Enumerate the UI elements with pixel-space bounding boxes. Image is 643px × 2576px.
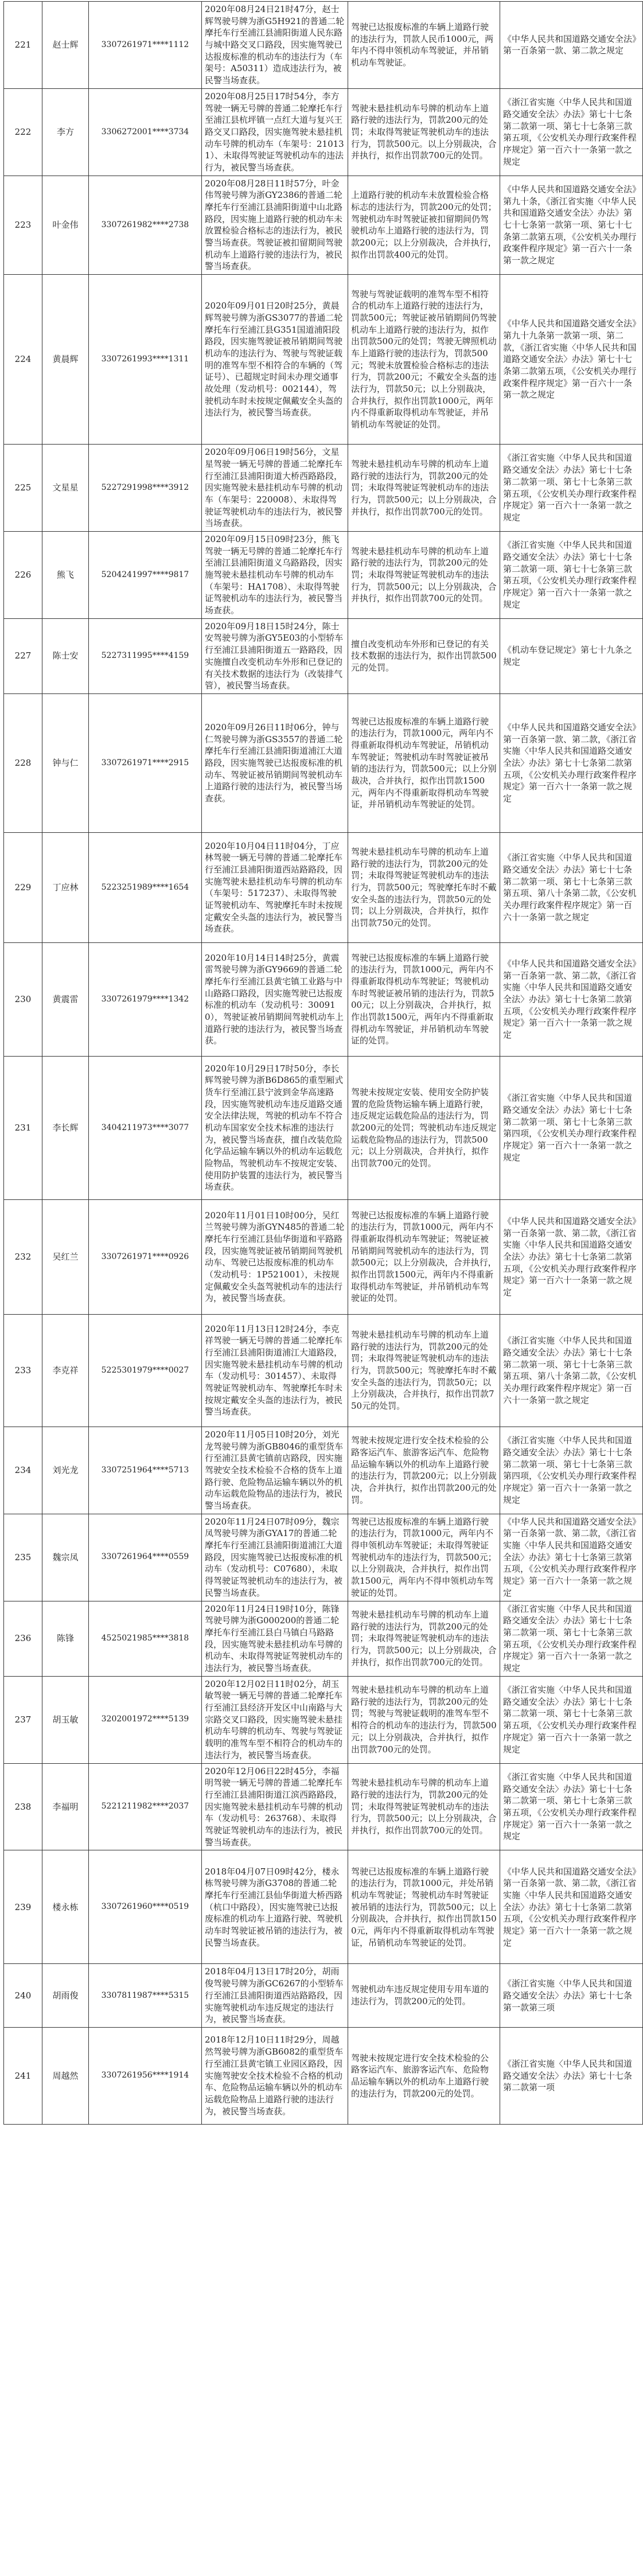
penalty-decision: 驾驶已达报废标准的车辆上道路行驶的违法行为，罚款1000元，两年内不得重新取得机动车驾驶证；驾驶机动车时驾驶证被吊销的违法行为，罚款500元；以上分别裁决，合并执行，拟作出罚款1500元，两年内不得重新取得机动车驾驶证，并吊销机动车驾驶证的处罚。 xyxy=(348,942,500,1056)
table-row xyxy=(4,1676,643,1763)
violation-facts: 2020年10月04日11时04分，丁应林驾驶一辆无号牌的普通二轮摩托车行至浦江县浦阳街道西站路路段，因实施驾驶未悬挂机动车号牌的机动车（车架号：517237）、未取得驾驶证驾驶机动车、驾驶摩托车时未按规定戴安全头盔的违法行为，被民警当场查获。 xyxy=(202,832,348,942)
person-name: 刘光龙 xyxy=(42,1427,89,1514)
legal-basis: 《中华人民共和国道路交通安全法》第九十条，《浙江省实施〈中华人民共和国道路交通安全法〉办法》第七十七条第一款第一项、第七十七条第二款第五项，《公安机关办理行政案件程序规定》第一百六十一条第一款之规定 xyxy=(500,176,643,275)
id-number: 3306272001****3734 xyxy=(89,88,202,176)
id-number: 3307251964****5713 xyxy=(89,1427,202,1514)
id-number: 3307811987****5315 xyxy=(89,1964,202,2027)
violation-facts: 2020年08月25日17时54分，李方驾驶一辆无号牌的普通二轮摩托车行至浦江县杭坪镇一点红大道与复兴王路交叉口路段，因实施驾驶未悬挂机动车号牌的机动车（车架号：210131）、未取得驾驶证驾驶机动车的违法行为，被民警当场查获。 xyxy=(202,88,348,176)
person-name: 周越然 xyxy=(42,2027,89,2124)
legal-basis: 《浙江省实施〈中华人民共和国道路交通安全法〉办法》第七十七条第二款第一项、第七十七条第三款第五项、第八十条第二款，《公安机关办理行政案件程序规定》第一百六十一条第一款之规定 xyxy=(500,832,643,942)
id-number: 3307261993****1311 xyxy=(89,275,202,445)
penalty-decision: 驾驶未悬挂机动车号牌的机动车上道路行驶的违法行为，罚款200元的处罚；未取得驾驶证驾驶机动车的违法行为，罚款500元。以上分别裁决，合并执行，拟作出罚款700元的处罚。 xyxy=(348,88,500,176)
penalty-decision: 驾驶未悬挂机动车号牌的机动车上道路行驶的违法行为，罚款200元的处罚；未取得驾驶证驾驶机动车的违法行为，罚款500元；以上分别裁决，合并执行，拟作出罚款700元的处罚。 xyxy=(348,1763,500,1850)
id-number: 3202001972****5139 xyxy=(89,1676,202,1763)
penalty-decision: 驾驶未悬挂机动车号牌的机动车上道路行驶的违法行为，罚款200元的处罚；驾驶与驾驶证载明的准驾车型不相符合的机动车的违法行为，罚款500元；以上分别裁决，合并执行，拟作出罚款700元的处罚。 xyxy=(348,1676,500,1763)
legal-basis: 《浙江省实施〈中华人民共和国道路交通安全法〉办法》第七十七条第二款第一项、第七十七条第三款第四项，《公安机关办理行政案件程序规定》第一百六十一条第一款之规定 xyxy=(500,1056,643,1199)
violation-facts: 2020年11月24日07时09分，魏宗凤驾驶号牌为浙GYA17的普通二轮摩托车行至浦江县浦阳街道浦江大道路段，因实施驾驶已达报废标准的机动车（发动机号：C07680），未取得驾驶证驾驶机动车的违法行为，被民警当场查获。 xyxy=(202,1514,348,1601)
legal-basis: 《机动车登记规定》第七十九条之规定 xyxy=(500,618,643,693)
row-number: 226 xyxy=(4,531,42,618)
row-number: 234 xyxy=(4,1427,42,1514)
legal-basis: 《浙江省实施〈中华人民共和国道路交通安全法〉办法》第七十七条第二款第一项、第七十七条第三款第五项，《公安机关办理行政案件程序规定》第一百六十一条第一款之规定 xyxy=(500,531,643,618)
penalty-decision: 驾驶机动车违反规定使用专用车道的违法行为，罚款200元的处罚。 xyxy=(348,1964,500,2027)
person-name: 胡玉敏 xyxy=(42,1676,89,1763)
violation-facts: 2018年04月13日17时20分，胡雨俊驾驶号牌为浙GC6267的小型轿车行至浦江县浦阳街道西站路路段，因实施驾驶机动车违反规定的违法行为，被民警当场查获。 xyxy=(202,1964,348,2027)
violation-facts: 2020年09月18日15时24分，陈士安驾驶号牌为浙GY5E03的小型轿车行至浦江县浦阳街道五一路路段，因实施擅自改变机动车外形和已登记的有关技术数据的违法行为（改装排气管），被民警当场查获。 xyxy=(202,618,348,693)
person-name: 李福明 xyxy=(42,1763,89,1850)
row-number: 230 xyxy=(4,942,42,1056)
legal-basis: 《浙江省实施〈中华人民共和国道路交通安全法〉办法》第七十七条第一款第三项 xyxy=(500,1964,643,2027)
violation-facts: 2020年10月29日17时50分，李长辉驾驶号牌为浙B6D865的重型厢式货车行至浦江县宁波到金华高速路段，因实施驾驶机动车违反道路交通安全法律法规，驾驶的机动车不符合机动车国家安全技术标准的违法行为，被民警当场查获，擅自改装危险化学品运输车辆以外的机动车运载危险物品，驾驶机动车不按规定安装、使用防护装置的违法行为，被民警当场查获。 xyxy=(202,1056,348,1199)
person-name: 吴红兰 xyxy=(42,1199,89,1314)
legal-basis: 《中华人民共和国道路交通安全法》第一百条第一款、第二款，《浙江省实施〈中华人民共和国道路交通安全法〉办法》第七十七条第二款第五项，《公安机关办理行政案件程序规定》第一百六十一条第一款之规定 xyxy=(500,693,643,832)
row-number: 232 xyxy=(4,1199,42,1314)
id-number: 4525021985****3818 xyxy=(89,1601,202,1676)
id-number: 5221211982****2037 xyxy=(89,1763,202,1850)
id-number: 5223251989****1654 xyxy=(89,832,202,942)
id-number: 5204241997****9817 xyxy=(89,531,202,618)
id-number: 5225301979****0027 xyxy=(89,1314,202,1427)
person-name: 陈士安 xyxy=(42,618,89,693)
table-row xyxy=(4,2,643,89)
penalty-table-body xyxy=(4,2,643,2125)
table-row xyxy=(4,942,643,1056)
person-name: 黄震雷 xyxy=(42,942,89,1056)
legal-basis: 《浙江省实施〈中华人民共和国道路交通安全法〉办法》第七十七条第二款第一项、第七十七条第三款第五项、第八十条第二款，《公安机关办理行政案件程序规定》第一百六十一条第一款之规定 xyxy=(500,1314,643,1427)
row-number: 229 xyxy=(4,832,42,942)
id-number: 3307261971****2915 xyxy=(89,693,202,832)
person-name: 叶金伟 xyxy=(42,176,89,275)
violation-facts: 2020年10月14日14时25分，黄震雷驾驶号牌为浙GY9669的普通二轮摩托车行至浦江县黄宅镇工业路与中山路路口路段，因实施驾驶已达报废标准的机动车（发动机号：300910），驾驶证被吊销期间驾驶机动车上道路行驶的违法行为，被民警当场查获。 xyxy=(202,942,348,1056)
violation-facts: 2020年12月02日11时02分，胡玉敏驾驶一辆无号牌的普通二轮摩托车行至浦江县经济开发区中山南路与大宗路交叉口路段，因实施驾驶未悬挂机动车号牌的机动车、驾驶与驾驶证载明的准驾车型不相符合的机动车的违法行为，被民警当场查获。 xyxy=(202,1676,348,1763)
penalty-decision: 驾驶已达报废标准的车辆上道路行驶的违法行为，罚款1000元，两年内不得重新取得机动车驾驶证；驾驶证被吊销期间驾驶机动车的违法行为，罚款500元；以上分别裁决，合并执行，拟作出罚款1500元，两年内不得重新取得机动车驾驶证，并吊销机动车驾驶证的处罚。 xyxy=(348,1199,500,1314)
violation-facts: 2020年11月01日10时00分，吴红兰驾驶号牌为浙GYN485的普通二轮摩托车行至浦江县仙华街道和平路路段，因实施驾驶证被吊销期间驾驶机动车、驾驶已达报废标准的机动车（发动机号：1P521001），未按规定佩戴安全头盔驾驶机动车的违法行为，被民警当场查获。 xyxy=(202,1199,348,1314)
legal-basis: 《中华人民共和国道路交通安全法》第一百条第一款、第二款之规定 xyxy=(500,2,643,89)
table-row xyxy=(4,618,643,693)
penalty-decision: 驾驶未悬挂机动车号牌的机动车上道路行驶的违法行为，罚款200元的处罚；未取得驾驶证驾驶机动车的违法行为，罚款500元；以上分别裁决，合并执行，拟作出罚款700元的处罚。 xyxy=(348,531,500,618)
violation-facts: 2020年12月06日22时45分，李福明驾驶一辆无号牌的普通二轮摩托车行至浦江县浦阳街道江滨西路路段，因实施驾驶未悬挂机动车号牌的机动车（发动机号：263768）、未取得驾驶证驾驶机动车的违法行为，被民警当场查获。 xyxy=(202,1763,348,1850)
row-number: 235 xyxy=(4,1514,42,1601)
table-row xyxy=(4,693,643,832)
table-row xyxy=(4,1850,643,1964)
legal-basis: 《浙江省实施〈中华人民共和国道路交通安全法〉办法》第七十七条第二款第一项、第七十七条第三款第五项，《公安机关办理行政案件程序规定》第一百六十一条第一款之规定 xyxy=(500,1601,643,1676)
penalty-decision: 驾驶已达报废标准的车辆上道路行驶的违法行为，罚款人民币1000元，两年内不得申领机动车驾驶证，并吊销机动车驾驶证。 xyxy=(348,2,500,89)
row-number: 227 xyxy=(4,618,42,693)
row-number: 233 xyxy=(4,1314,42,1427)
violation-facts: 2018年04月07日09时42分，楼永栋驾驶号牌为浙G3708的普通二轮摩托车行至浦江县仙华街道大桥西路（杭口中路段），因实施驾驶已达报废标准的机动车上道路行驶、驾驶机动车时驾驶证被吊销的违法行为，被民警当场查获。 xyxy=(202,1850,348,1964)
violation-facts: 2020年09月01日20时25分，黄晨辉驾驶号牌为浙GS3077的普通二轮摩托车行至浦江县G351国道浦阳段路段，因实施驾驶证被吊销期间驾驶机动车的违法行为、驾驶与驾驶证载明的准驾车型不相符合的车辆的（驾证号）、已超规定时间未办理交通事故处理（发动机号：002144），驾驶机动车时未按规定佩戴安全头盔的违法行为，被民警当场查获。 xyxy=(202,275,348,445)
table-row xyxy=(4,88,643,176)
id-number: 3307261971****1112 xyxy=(89,2,202,89)
violation-facts: 2020年09月06日19时56分，文星星驾驶一辆无号牌的普通二轮摩托车行至浦江县浦阳街道大桥西路路段，因实施驾驶未悬挂机动车号牌的机动车（车架号：220008）、未取得驾驶证驾驶机动车的违法行为，被民警当场查获。 xyxy=(202,445,348,532)
row-number: 224 xyxy=(4,275,42,445)
table-row xyxy=(4,1056,643,1199)
violation-facts: 2020年11月24日19时10分，陈锋驾驶号牌为浙G000200的普通二轮摩托车行至浦江县白马镇白马路路段，因实施驾驶未悬挂机动车号牌的机动车、未取得驾驶证驾驶机动车的违法行为，被民警当场查获。 xyxy=(202,1601,348,1676)
row-number: 239 xyxy=(4,1850,42,1964)
id-number: 5227311995****4159 xyxy=(89,618,202,693)
row-number: 240 xyxy=(4,1964,42,2027)
row-number: 223 xyxy=(4,176,42,275)
table-row xyxy=(4,832,643,942)
legal-basis: 《浙江省实施〈中华人民共和国道路交通安全法〉办法》第七十七条第二款第一项 xyxy=(500,2027,643,2124)
person-name: 李方 xyxy=(42,88,89,176)
id-number: 3307261960****0519 xyxy=(89,1850,202,1964)
person-name: 文星星 xyxy=(42,445,89,532)
legal-basis: 《浙江省实施〈中华人民共和国道路交通安全法〉办法》第七十七条第二款第一项、第七十七条第三款第五项，《公安机关办理行政案件程序规定》第一百六十一条第一款之规定 xyxy=(500,445,643,532)
penalty-decision: 驾驶未悬挂机动车号牌的机动车上道路行驶的违法行为，罚款200元的处罚；未取得驾驶证驾驶机动车的违法行为，罚款500元；驾驶摩托车时不戴安全头盔的违法行为，罚款50元的处罚；以上分别裁决，合并执行，拟作出罚款750元的处罚。 xyxy=(348,832,500,942)
legal-basis: 《浙江省实施〈中华人民共和国道路交通安全法〉办法》第七十七条第二款第一项、第七十七条第三款第五项，《公安机关办理行政案件程序规定》第一百六十一条第一款之规定 xyxy=(500,1763,643,1850)
penalty-decision: 驾驶已达报废标准的车辆上道路行驶的违法行为，罚款1000元，并处吊销机动车驾驶证；驾驶机动车时驾驶证被吊销的违法行为，罚款500元；以上分别裁决，合并执行，拟作出罚款1500元，两年内不得重新取得机动车驾驶证，吊销机动车驾驶证的处罚。 xyxy=(348,1850,500,1964)
person-name: 李长辉 xyxy=(42,1056,89,1199)
penalty-decision: 驾驶未悬挂机动车号牌的机动车上道路行驶的违法行为，罚款200元的处罚；未取得驾驶证驾驶机动车的违法行为，罚款500元；以上分别裁决，合并执行，拟作出罚款700元的处罚。 xyxy=(348,1601,500,1676)
violation-facts: 2020年11月05日10时20分，刘光龙驾驶号牌为浙GB8046的重型货车行至浦江县黄宅镇前店路段，因实施驾驶安全技术检验不合格的货车上道路行驶、危险物品运输车辆以外的机动车运载危险物品的违法行为，被民警当场查获。 xyxy=(202,1427,348,1514)
penalty-decision: 驾驶已达报废标准的车辆上道路行驶的违法行为，罚款1000元，两年内不得重新取得机动车驾驶证，吊销机动车驾驶证；驾驶机动车时驾驶证被吊销的违法行为，罚款500元；以上分别裁决，合并执行，拟作出罚款1500元，两年内不得重新取得机动车驾驶证，并吊销机动车驾驶证的处罚。 xyxy=(348,693,500,832)
row-number: 237 xyxy=(4,1676,42,1763)
person-name: 陈锋 xyxy=(42,1601,89,1676)
id-number: 5227291998****3912 xyxy=(89,445,202,532)
id-number: 3307261982****2738 xyxy=(89,176,202,275)
person-name: 丁应林 xyxy=(42,832,89,942)
table-row xyxy=(4,1964,643,2027)
person-name: 楼永栋 xyxy=(42,1850,89,1964)
legal-basis: 《中华人民共和国道路交通安全法》第一百条第一款、第二款，《浙江省实施〈中华人民共和国道路交通安全法〉办法》第七十七条第二款第五项，《公安机关办理行政案件程序规定》第一百六十一条第一款之规定 xyxy=(500,942,643,1056)
legal-basis: 《中华人民共和国道路交通安全法》第一百条第一款、第二款，《浙江省实施〈中华人民共和国道路交通安全法〉办法》第七十七条第二款第五项，《公安机关办理行政案件程序规定》第一百六十一条第一款之规定 xyxy=(500,1850,643,1964)
person-name: 赵士辉 xyxy=(42,2,89,89)
penalty-decision: 驾驶与驾驶证载明的准驾车型不相符合的机动车上道路行驶的违法行为，罚款500元；驾驶证被吊销期间仍驾驶机动车上道路行驶的违法行为，拟作出罚款500元的处罚；驾驶无牌照机动车上道路行驶的违法行为，罚款500元；驾驶未放置检验合格标志的违法行为，罚款200元；不戴安全头盔的违法行为，罚款50元；以上分别裁决，合并执行，拟作出罚款1000元，两年内不得重新取得机动车驾驶证，并吊销机动车驾驶证的处罚。 xyxy=(348,275,500,445)
row-number: 225 xyxy=(4,445,42,532)
table-row xyxy=(4,275,643,445)
penalty-decision: 驾驶未悬挂机动车号牌的机动车上道路行驶的违法行为，罚款200元的处罚；未取得驾驶证驾驶机动车的违法行为，罚款500元；驾驶摩托车时不戴安全头盔的违法行为，罚款50元；以上分别裁决，合并执行，拟作出罚款750元的处罚。 xyxy=(348,1314,500,1427)
table-row xyxy=(4,1314,643,1427)
table-row xyxy=(4,1514,643,1601)
table-row xyxy=(4,1427,643,1514)
id-number: 3307261956****1914 xyxy=(89,2027,202,2124)
violation-facts: 2020年08月28日11时57分，叶金伟驾驶号牌为浙GY2386的普通二轮摩托车行至浦江县浦阳街道中山北路路段，因实施上道路行驶的机动车未放置检验合格标志的违法行为，被民警当场查获。驾驶证被扣留期间驾驶机动车上道路行驶的违法行为，被民警当场查获。 xyxy=(202,176,348,275)
table-row xyxy=(4,2027,643,2124)
violation-facts: 2018年12月10日11时29分，周越然驾驶号牌为浙GB6082的重型货车行至浦江县黄宅镇工业园区路段，因实施驾驶安全技术检验不合格的机动车、危险物品运输车辆以外的机动车运载危险物品上道路行驶的违法行为，被民警当场查获。 xyxy=(202,2027,348,2124)
penalty-decision: 驾驶未按规定进行安全技术检验的公路客运汽车、旅游客运汽车、危险物品运输车辆以外的机动车上道路行驶的违法行为，罚款200元的处罚。 xyxy=(348,2027,500,2124)
table-row xyxy=(4,531,643,618)
violation-facts: 2020年09月15日09时23分，熊飞驾驶一辆无号牌的普通二轮摩托车行至浦江县浦阳街道义乌路路段，因实施驾驶未悬挂机动车号牌的机动车（车架号：HA1708）、未取得驾驶证驾驶机动车的违法行为，被民警当场查获。 xyxy=(202,531,348,618)
legal-basis: 《中华人民共和国道路交通安全法》第一百条第一款、第二款，《浙江省实施〈中华人民共和国道路交通安全法〉办法》第七十七条第三款第五项，《公安机关办理行政案件程序规定》第一百六十一条第一款之规定 xyxy=(500,1514,643,1601)
table-row xyxy=(4,445,643,532)
table-row xyxy=(4,1763,643,1850)
row-number: 221 xyxy=(4,2,42,89)
person-name: 李克祥 xyxy=(42,1314,89,1427)
table-row xyxy=(4,1601,643,1676)
id-number: 3307261971****0926 xyxy=(89,1199,202,1314)
violation-facts: 2020年08月24日21时47分，赵士辉驾驶号牌为浙G5H921的普通二轮摩托车行至浦江县浦阳街道人民东路与城中路交叉口路段，因实施驾驶已达报废标准的机动车的违法行为（车架号：A50311）造成违法行为，被民警当场查获。 xyxy=(202,2,348,89)
violation-facts: 2020年11月13日12时24分，李克祥驾驶一辆无号牌的普通二轮摩托车行至浦江县浦阳街道浦江大道路段，因实施驾驶未悬挂机动车号牌的机动车（发动机号：301457）、未取得驾驶证驾驶机动车、驾驶摩托车时未按规定戴安全头盔的违法行为，被民警当场查获。 xyxy=(202,1314,348,1427)
row-number: 231 xyxy=(4,1056,42,1199)
id-number: 3404211973****3077 xyxy=(89,1056,202,1199)
penalty-decision: 上道路行驶的机动车未放置检验合格标志的违法行为，罚款200元的处罚；驾驶机动车时驾驶证被扣留期间仍驾驶机动车上道路行驶的违法行为，罚款200元；以上分别裁决，合并执行，拟作出罚款400元的处罚。 xyxy=(348,176,500,275)
legal-basis: 《浙江省实施〈中华人民共和国道路交通安全法〉办法》第七十七条第二款第一项、第七十七条第三款第四项，《公安机关办理行政案件程序规定》第一百六十一条第一款之规定 xyxy=(500,1427,643,1514)
legal-basis: 《中华人民共和国道路交通安全法》第九十九条第一款第一项、第二款，《浙江省实施〈中华人民共和国道路交通安全法〉办法》第七十七条第二款第五项，《公安机关办理行政案件程序规定》第一百六十一条第一款之规定 xyxy=(500,275,643,445)
penalty-decision: 驾驶未按规定安装、使用安全防护装置的危险货物运输车辆上道路行驶，违反规定运载危险品的违法行为，罚款200元的处罚；驾驶机动车违反规定运载危险物品的违法行为，罚款500元；以上分别裁决，合并执行，拟作出罚款700元的处罚。 xyxy=(348,1056,500,1199)
person-name: 钟与仁 xyxy=(42,693,89,832)
row-number: 241 xyxy=(4,2027,42,2124)
person-name: 胡雨俊 xyxy=(42,1964,89,2027)
penalty-decision: 驾驶未悬挂机动车号牌的机动车上道路行驶的违法行为，罚款200元的处罚；未取得驾驶证驾驶机动车的违法行为，罚款500元；以上分别裁决，合并执行，拟作出罚款700元的处罚。 xyxy=(348,445,500,532)
penalty-decision: 擅自改变机动车外形和已登记的有关技术数据的违法行为，拟作出罚款500元的处罚。 xyxy=(348,618,500,693)
row-number: 222 xyxy=(4,88,42,176)
person-name: 黄晨辉 xyxy=(42,275,89,445)
penalty-table xyxy=(3,1,643,2125)
table-row xyxy=(4,1199,643,1314)
penalty-decision: 驾驶未按规定进行安全技术检验的公路客运汽车、旅游客运汽车、危险物品运输车辆以外的机动车上道路行驶的违法行为，罚款200元；以上分别裁决，合并执行，拟作出罚款200元的处罚。 xyxy=(348,1427,500,1514)
id-number: 3307261979****1342 xyxy=(89,942,202,1056)
penalty-notice-sheet xyxy=(3,1,637,2125)
table-row xyxy=(4,176,643,275)
person-name: 熊飞 xyxy=(42,531,89,618)
row-number: 236 xyxy=(4,1601,42,1676)
id-number: 3307261964****0559 xyxy=(89,1514,202,1601)
violation-facts: 2020年09月26日11时06分，钟与仁驾驶号牌为浙GS3557的普通二轮摩托车行至浦江县浦阳街道浦江大道路段，因实施驾驶已达报废标准的机动车、驾驶证被吊销期间驾驶机动车上道路行驶的违法行为，被民警当场查获。 xyxy=(202,693,348,832)
person-name: 魏宗凤 xyxy=(42,1514,89,1601)
legal-basis: 《浙江省实施〈中华人民共和国道路交通安全法〉办法》第七十七条第二款第一项、第七十七条第三款第五项，《公安机关办理行政案件程序规定》第一百六十一条第一款之规定 xyxy=(500,88,643,176)
legal-basis: 《中华人民共和国道路交通安全法》第一百条第一款、第二款，《浙江省实施〈中华人民共和国道路交通安全法〉办法》第七十七条第二款第五项，《公安机关办理行政案件程序规定》第一百六十一条第一款之规定 xyxy=(500,1199,643,1314)
row-number: 238 xyxy=(4,1763,42,1850)
row-number: 228 xyxy=(4,693,42,832)
penalty-decision: 驾驶已达报废标准的车辆上道路行驶的违法行为，罚款1000元，两年内不得申领机动车驾驶证；未取得驾驶证驾驶机动车的违法行为，罚款500元；以上分别裁决，合并执行，拟作出罚款1500元，两年内不得申领机动车驾驶证的处罚。 xyxy=(348,1514,500,1601)
legal-basis: 《浙江省实施〈中华人民共和国道路交通安全法〉办法》第七十七条第二款第一项、第七十七条第三款第五项，《公安机关办理行政案件程序规定》第一百六十一条第一款之规定 xyxy=(500,1676,643,1763)
